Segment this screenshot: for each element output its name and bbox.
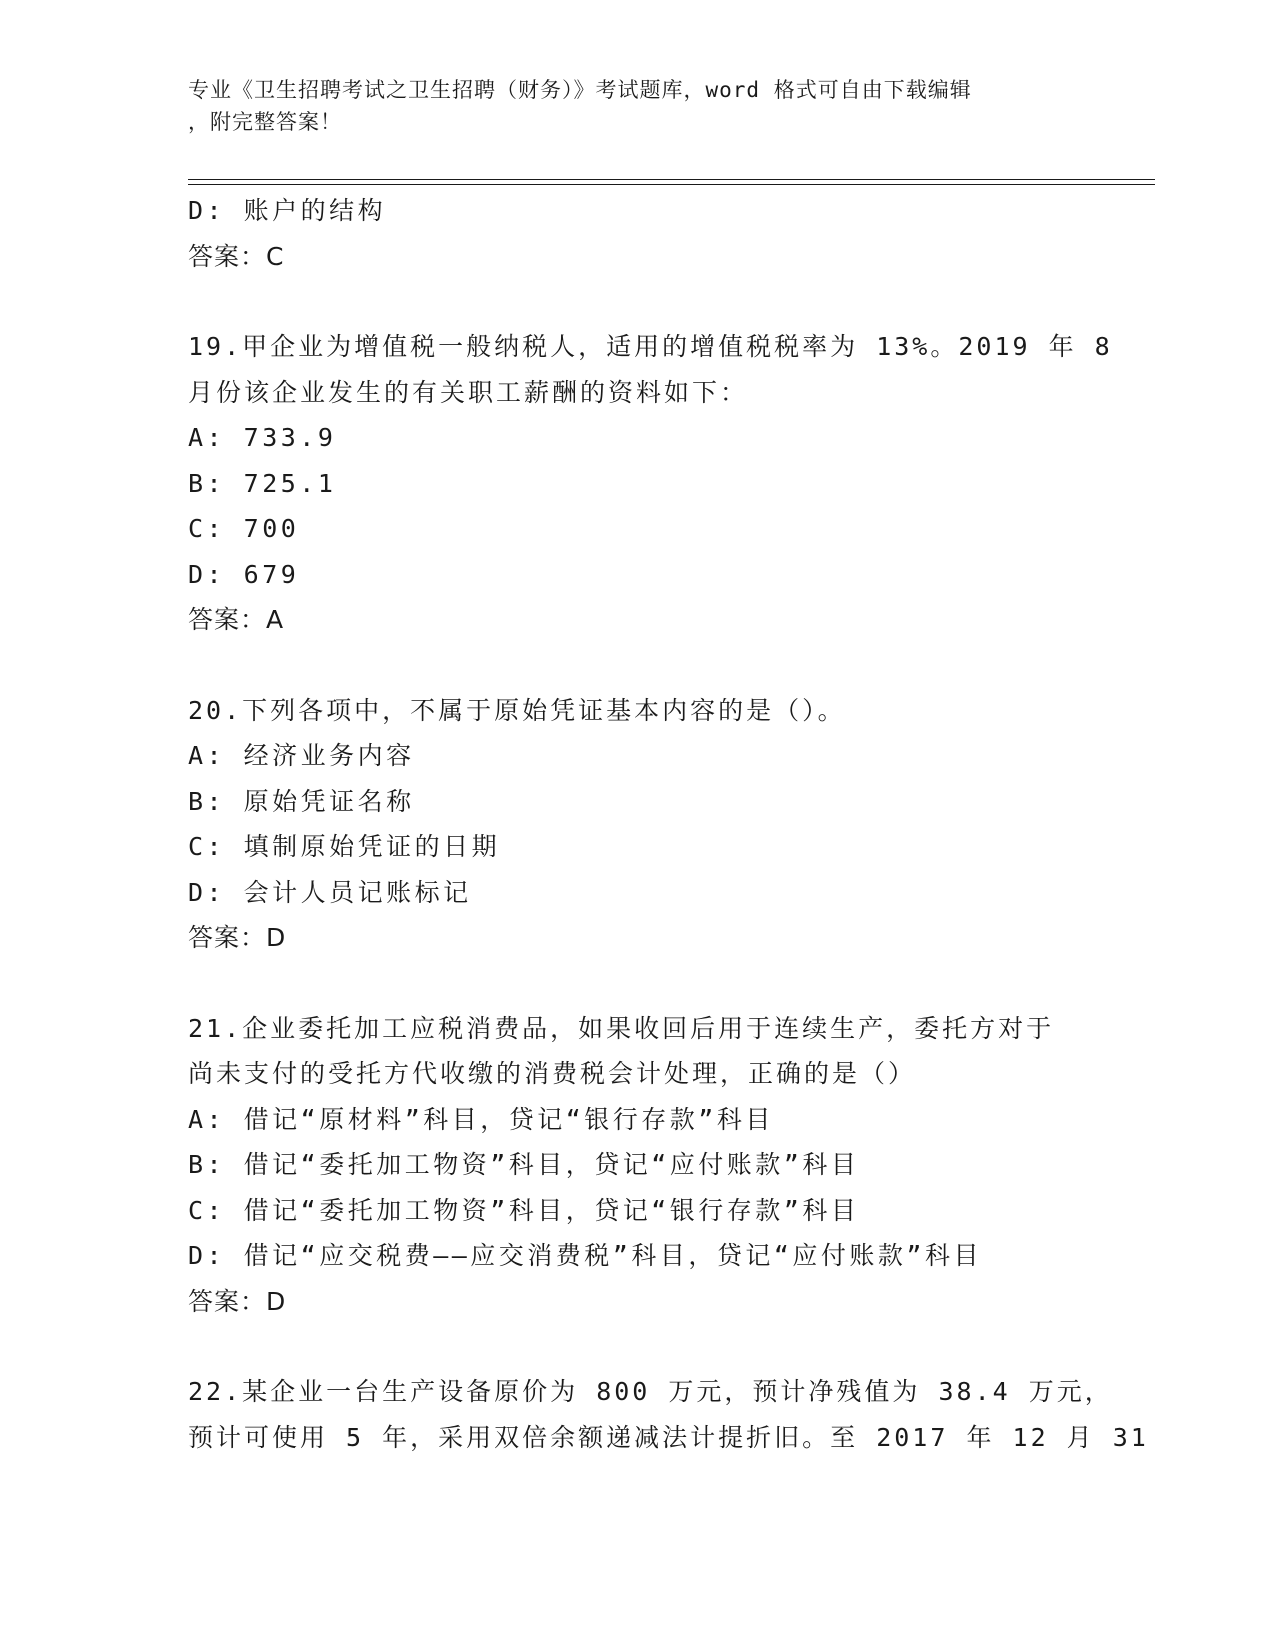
- option-d: D: 借记“应交税费——应交消费税”科目，贷记“应付账款”科目: [188, 1241, 982, 1270]
- stem-line: 19.甲企业为增值税一般纳税人，适用的增值税税率为 13%。2019 年 8: [188, 332, 1113, 361]
- option-d: D: 679: [188, 559, 300, 589]
- option-a: A: 经济业务内容: [188, 741, 415, 770]
- answer: 答案：A: [188, 605, 285, 634]
- option-c: C: 700: [188, 514, 300, 543]
- stem-line: 20.下列各项中，不属于原始凭证基本内容的是（）。: [188, 695, 846, 725]
- option-c: C: 借记“委托加工物资”科目，贷记“银行存款”科目: [188, 1195, 860, 1225]
- option-a: A: 借记“原材料”科目，贷记“银行存款”科目: [188, 1104, 774, 1134]
- stem-line: 22.某企业一台生产设备原价为 800 万元，预计净残值为 38.4 万元，: [188, 1377, 1113, 1406]
- option-b: B: 原始凭证名称: [188, 786, 415, 816]
- option-d: D: 账户的结构: [188, 196, 387, 225]
- question-list: [188, 188, 1149, 1460]
- question-stem: [188, 1369, 1149, 1460]
- question-18-tail: [188, 188, 1088, 279]
- option-c: C: 填制原始凭证的日期: [188, 832, 501, 861]
- option-b: B: 725.1: [188, 468, 337, 498]
- stem-line: 预计可使用 5 年，采用双倍余额递减法计提折旧。至 2017 年 12 月 31: [188, 1422, 1149, 1452]
- question-19: [188, 324, 1113, 643]
- header-line-2: ，附完整答案！: [188, 110, 342, 134]
- question-stem: [188, 688, 1088, 734]
- option-a: A: 733.9: [188, 423, 337, 452]
- option-b: B: 借记“委托加工物资”科目，贷记“应付账款”科目: [188, 1150, 860, 1179]
- option-d: D: 会计人员记账标记: [188, 877, 472, 907]
- question-20: [188, 688, 1088, 961]
- question-stem: [188, 1006, 1088, 1097]
- header-divider-bottom: [188, 184, 1155, 185]
- header-line-1: 专业《卫生招聘考试之卫生招聘（财务）》考试题库，word 格式可自由下载编辑: [188, 78, 972, 102]
- answer: 答案：D: [188, 1286, 287, 1316]
- stem-line: 21.企业委托加工应税消费品，如果收回后用于连续生产，委托方对于: [188, 1013, 1055, 1043]
- question-22: [188, 1369, 1149, 1460]
- stem-line: 尚未支付的受托方代收缴的消费税会计处理，正确的是（）: [188, 1059, 917, 1088]
- header-divider-top: [188, 179, 1155, 180]
- answer: 答案：D: [188, 923, 287, 952]
- question-stem: [188, 324, 1113, 415]
- answer: 答案：C: [188, 241, 285, 271]
- stem-line: 月份该企业发生的有关职工薪酬的资料如下：: [188, 377, 749, 407]
- question-21: [188, 1006, 1088, 1325]
- document-header: [188, 74, 1068, 138]
